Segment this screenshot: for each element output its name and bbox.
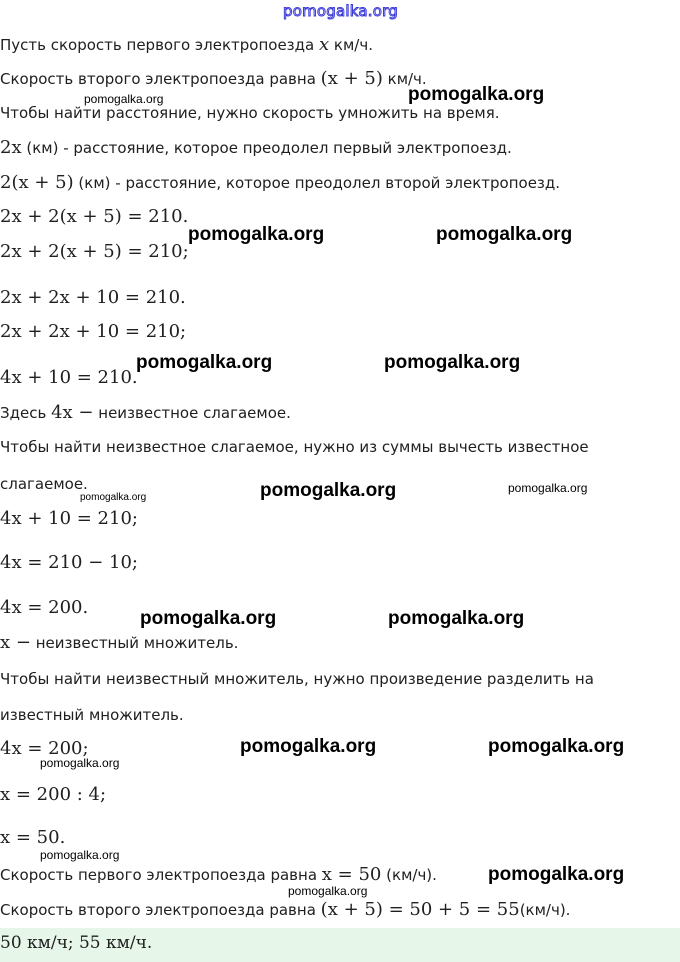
text-line-23: Скорость первого электропоезда равна x = 50 (км/ч). [0,864,437,885]
equation-line-16: 4x = 200. [0,597,89,618]
text-line-18: Чтобы найти неизвестный множитель, нужно произведение разделить на [0,670,594,688]
equation-line-10: 4x + 10 = 210. [0,367,138,388]
text-line-4: 2x (км) - расстояние, которое преодолел первый электропоезд. [0,137,512,158]
watermark: pomogalka.org [136,352,273,373]
equation-line-14: 4x + 10 = 210; [0,508,138,529]
watermark: pomogalka.org [384,352,521,373]
text-line-11: Здесь 4x − неизвестное слагаемое. [0,402,291,423]
text-line-2: Скорость второго электропоезда равна (x + 5) км/ч. [0,68,427,89]
text-line-12: Чтобы найти неизвестное слагаемое, нужно из суммы вычесть известное [0,438,589,456]
watermark: pomogalka.org [508,481,588,495]
watermark: pomogalka.org [240,736,377,757]
equation-line-7: 2x + 2(x + 5) = 210; [0,241,189,262]
site-logo[interactable]: pomogalka.org [283,2,398,20]
watermark: pomogalka.org [188,224,325,245]
watermark: pomogalka.org [40,756,120,770]
text-line-24: Скорость второго электропоезда равна (x + 5) = 50 + 5 = 55(км/ч). [0,899,571,920]
equation-line-6: 2x + 2(x + 5) = 210. [0,206,189,227]
equation-line-9: 2x + 2x + 10 = 210; [0,321,187,342]
watermark: pomogalka.org [140,608,277,629]
watermark: pomogalka.org [80,492,147,503]
watermark: pomogalka.org [408,84,545,105]
watermark: pomogalka.org [488,736,625,757]
watermark: pomogalka.org [488,864,625,885]
answer-box [0,928,680,962]
equation-line-22: x = 50. [0,827,66,848]
text-line-13: слагаемое. [0,475,88,493]
text-line-19: известный множитель. [0,706,184,724]
watermark: pomogalka.org [84,92,164,106]
watermark: pomogalka.org [40,848,120,862]
watermark: pomogalka.org [260,480,397,501]
answer-text: 50 км/ч; 55 км/ч. [0,933,153,953]
watermark: pomogalka.org [436,224,573,245]
text-line-3: Чтобы найти расстояние, нужно скорость умножить на время. [0,104,500,122]
equation-line-21: x = 200 : 4; [0,784,107,805]
watermark: pomogalka.org [388,608,525,629]
equation-line-15: 4x = 210 − 10; [0,552,138,573]
equation-line-8: 2x + 2x + 10 = 210. [0,287,186,308]
text-line-1: Пусть скорость первого электропоезда x км/ч. [0,34,373,55]
watermark: pomogalka.org [288,884,368,898]
text-line-17: x − неизвестный множитель. [0,632,239,653]
equation-line-20: 4x = 200; [0,738,89,759]
text-line-5: 2(x + 5) (км) - расстояние, которое преодолел второй электропоезд. [0,172,561,193]
